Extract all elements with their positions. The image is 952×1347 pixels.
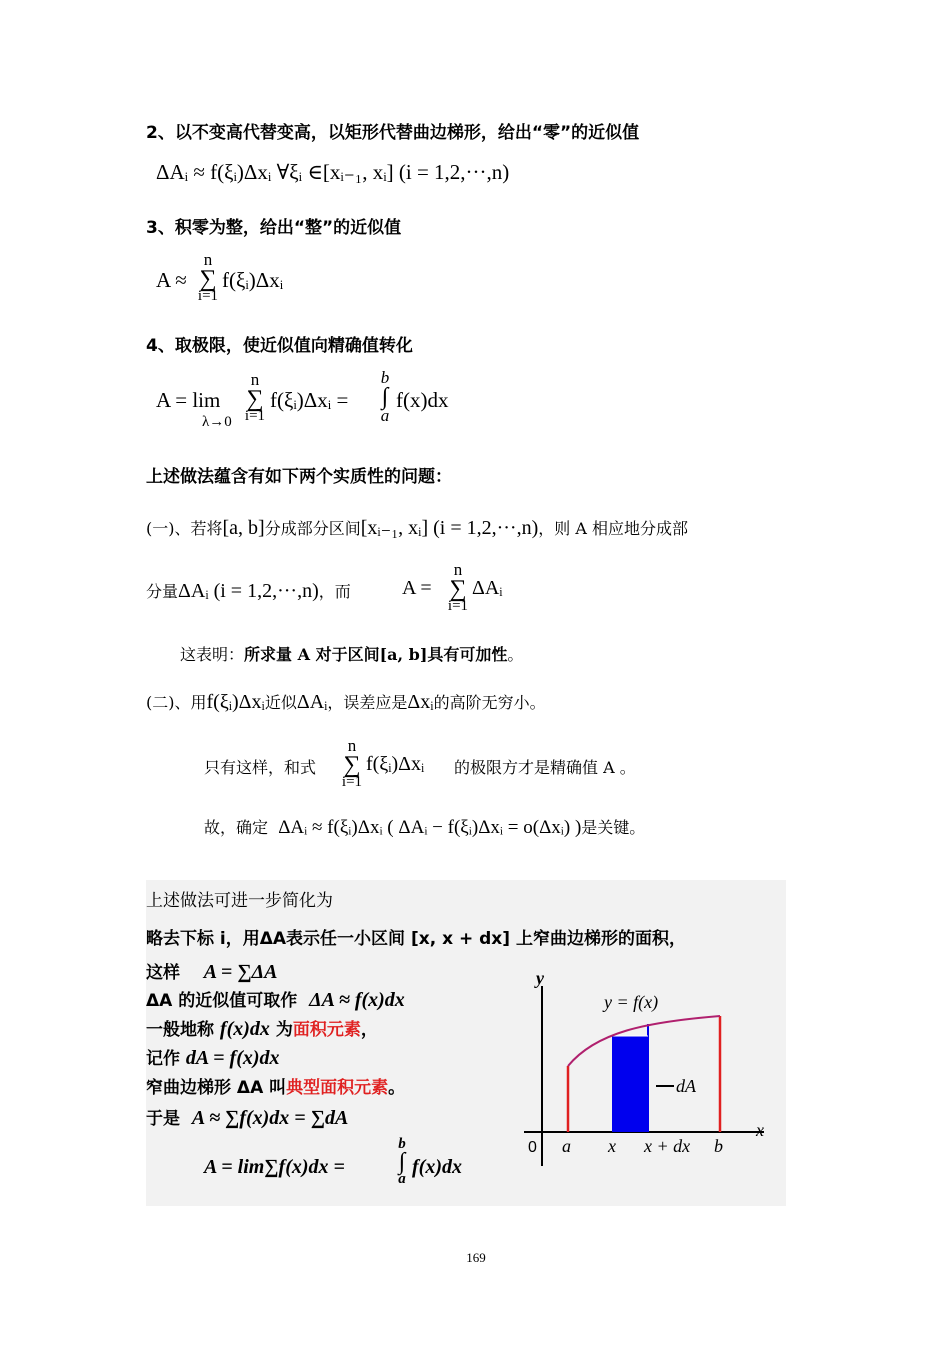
section-4-integral <box>377 368 393 426</box>
summary-line-7 <box>146 1104 348 1130</box>
area-element-rect <box>612 1036 648 1132</box>
section-4-formula-body: f(ξᵢ)Δxᵢ = <box>270 388 349 412</box>
tick-label-origin: 0 <box>528 1139 537 1156</box>
section-3-formula-left: A ≈ <box>156 268 187 292</box>
section-4-heading: 4、取极限，使近似值向精确值转化 <box>146 336 413 356</box>
problem-2-line-1 <box>146 690 546 714</box>
int-lower: a <box>398 1171 406 1187</box>
section-4-formula-right: f(x)dx <box>396 388 449 412</box>
y-axis-label: y <box>536 968 544 988</box>
section-4-formula-left: A = lim <box>156 388 221 412</box>
text: ，则 A 相应地分成部 <box>538 519 688 538</box>
sum-lower: i=1 <box>244 408 266 424</box>
problem-1-sum-body: ΔAᵢ <box>472 577 503 599</box>
summary-line-8-right <box>412 1156 462 1179</box>
integral-icon: ∫ <box>398 1149 406 1175</box>
text: 。 <box>388 1078 406 1098</box>
formula: A ≈ ∑f(x)dx = ∑dA <box>191 1107 349 1129</box>
int-upper: b <box>398 1136 406 1152</box>
page-number: 169 <box>466 1250 486 1265</box>
text: 是关键。 <box>581 818 646 837</box>
summary-line-4 <box>146 1015 378 1041</box>
problem-1-line-1 <box>146 515 688 540</box>
summary-integral <box>394 1136 410 1188</box>
formula: A = ∑ΔA <box>203 961 278 983</box>
sigma-icon: ∑ <box>246 386 264 412</box>
summary-title: 上述做法可进一步简化为 <box>146 891 333 911</box>
element-label: dA <box>676 1076 696 1096</box>
formula: ΔAᵢ <box>296 691 328 713</box>
sum-lower: i=1 <box>341 774 363 790</box>
formula: Δxᵢ <box>407 691 434 713</box>
sum-upper: n <box>250 370 260 389</box>
text: (一)、若将 <box>146 519 223 538</box>
tick-label-a: a <box>562 1136 571 1156</box>
problem-2-line-3 <box>204 815 645 839</box>
text: 这样 <box>146 963 180 983</box>
problem-2-sum-body: f(ξᵢ)Δxᵢ <box>366 753 425 775</box>
text: 窄曲边梯形 ΔA 叫 <box>146 1078 287 1098</box>
problem-1-sum-left: A = <box>402 577 432 599</box>
text: ΔA 的近似值可取作 <box>146 991 298 1011</box>
section-3-heading: 3、积零为整，给出“整”的近似值 <box>146 218 402 238</box>
section-2-formula: ΔAᵢ ≈ f(ξᵢ)Δxᵢ ∀ξᵢ ∈[xᵢ₋₁, xᵢ] (i = 1,2,···,n) <box>156 160 510 184</box>
text: 故，确定 <box>204 818 269 837</box>
formula: f(ξᵢ)Δxᵢ <box>206 691 265 713</box>
sum-upper: n <box>347 736 357 755</box>
sigma-icon: ∑ <box>199 266 217 292</box>
subinterval: [xᵢ₋₁, xᵢ] (i = 1,2,···,n) <box>360 517 539 539</box>
summary-line-8 <box>204 1156 345 1179</box>
sigma-icon: ∑ <box>449 576 467 602</box>
summary-line-3 <box>146 986 405 1012</box>
text: 一般地称 <box>146 1020 214 1040</box>
section-2-heading: 2、以不变高代替变高，以矩形代替曲边梯形，给出“零”的近似值 <box>146 123 640 143</box>
summary-line-1: 略去下标 i，用ΔA表示任一小区间 [x, x + dx] 上窄曲边梯形的面积， <box>146 929 686 949</box>
interval: [a, b] <box>222 517 265 539</box>
lim-lower: λ→0 <box>202 414 232 430</box>
problem-1-sum <box>446 560 470 615</box>
formula: A = lim∑f(x)dx = <box>204 1156 345 1178</box>
problem-1-note <box>180 642 523 665</box>
problems-heading: 上述做法蕴含有如下两个实质性的问题： <box>146 467 452 487</box>
text: 分量 <box>146 582 179 601</box>
text: 为 <box>275 1020 293 1040</box>
formula: ΔA ≈ f(x)dx <box>309 989 405 1011</box>
text: ， <box>360 1020 378 1040</box>
text: 的高阶无穷小。 <box>433 693 546 712</box>
sum-upper: n <box>203 250 213 269</box>
sigma-icon: ∑ <box>343 752 361 778</box>
sum-upper: n <box>453 560 463 579</box>
summary-line-6 <box>146 1073 405 1098</box>
text: 于是 <box>146 1109 180 1129</box>
text: (二)、用 <box>146 693 207 712</box>
text: 近似 <box>264 693 297 712</box>
problem-2-sum <box>340 736 364 791</box>
text: 这表明： <box>180 645 245 664</box>
int-lower: a <box>380 406 390 425</box>
section-4-sum <box>243 370 267 425</box>
text: 。 <box>507 645 524 664</box>
sum-lower: i=1 <box>447 598 469 614</box>
tick-label-x-plus-dx: x + dx <box>644 1136 691 1156</box>
summary-line-2 <box>146 958 277 984</box>
formula: f(x)dx <box>412 1156 462 1178</box>
problem-2-line-2-suffix: 的极限方才是精确值 A 。 <box>454 758 636 777</box>
highlight-text: 面积元素 <box>292 1020 361 1040</box>
problem-1-line-2 <box>146 579 351 603</box>
formula: f(x)dx <box>219 1018 270 1040</box>
highlight-text: 典型面积元素 <box>286 1078 389 1098</box>
formula: ΔAᵢ (i = 1,2,···,n) <box>178 580 319 602</box>
problem-2-line-2-prefix: 只有这样，和式 <box>204 758 317 777</box>
curve-label: y = f(x) <box>604 992 659 1012</box>
integral-icon: ∫ <box>381 384 389 410</box>
section-3-formula-body: f(ξᵢ)Δxᵢ <box>222 268 284 292</box>
area-element-figure <box>516 966 776 1176</box>
section-3-sum <box>196 250 220 305</box>
x-axis-label: x <box>756 1120 764 1140</box>
sum-lower: i=1 <box>197 288 219 304</box>
formula: dA = f(x)dx <box>185 1047 280 1069</box>
formula: ΔAᵢ ≈ f(ξᵢ)Δxᵢ ( ΔAᵢ − f(ξᵢ)Δxᵢ = o(Δxᵢ) ) <box>278 817 582 838</box>
text: 记作 <box>146 1049 180 1069</box>
text: 分成部分区间 <box>264 519 361 538</box>
tick-label-x: x <box>608 1136 616 1156</box>
text: ，而 <box>318 582 351 601</box>
text: ，误差应是 <box>327 693 408 712</box>
bold-text: 所求量 A 对于区间[a, b]具有可加性 <box>244 645 508 664</box>
summary-line-5 <box>146 1044 280 1070</box>
tick-label-b: b <box>714 1136 723 1156</box>
int-upper: b <box>380 368 390 387</box>
